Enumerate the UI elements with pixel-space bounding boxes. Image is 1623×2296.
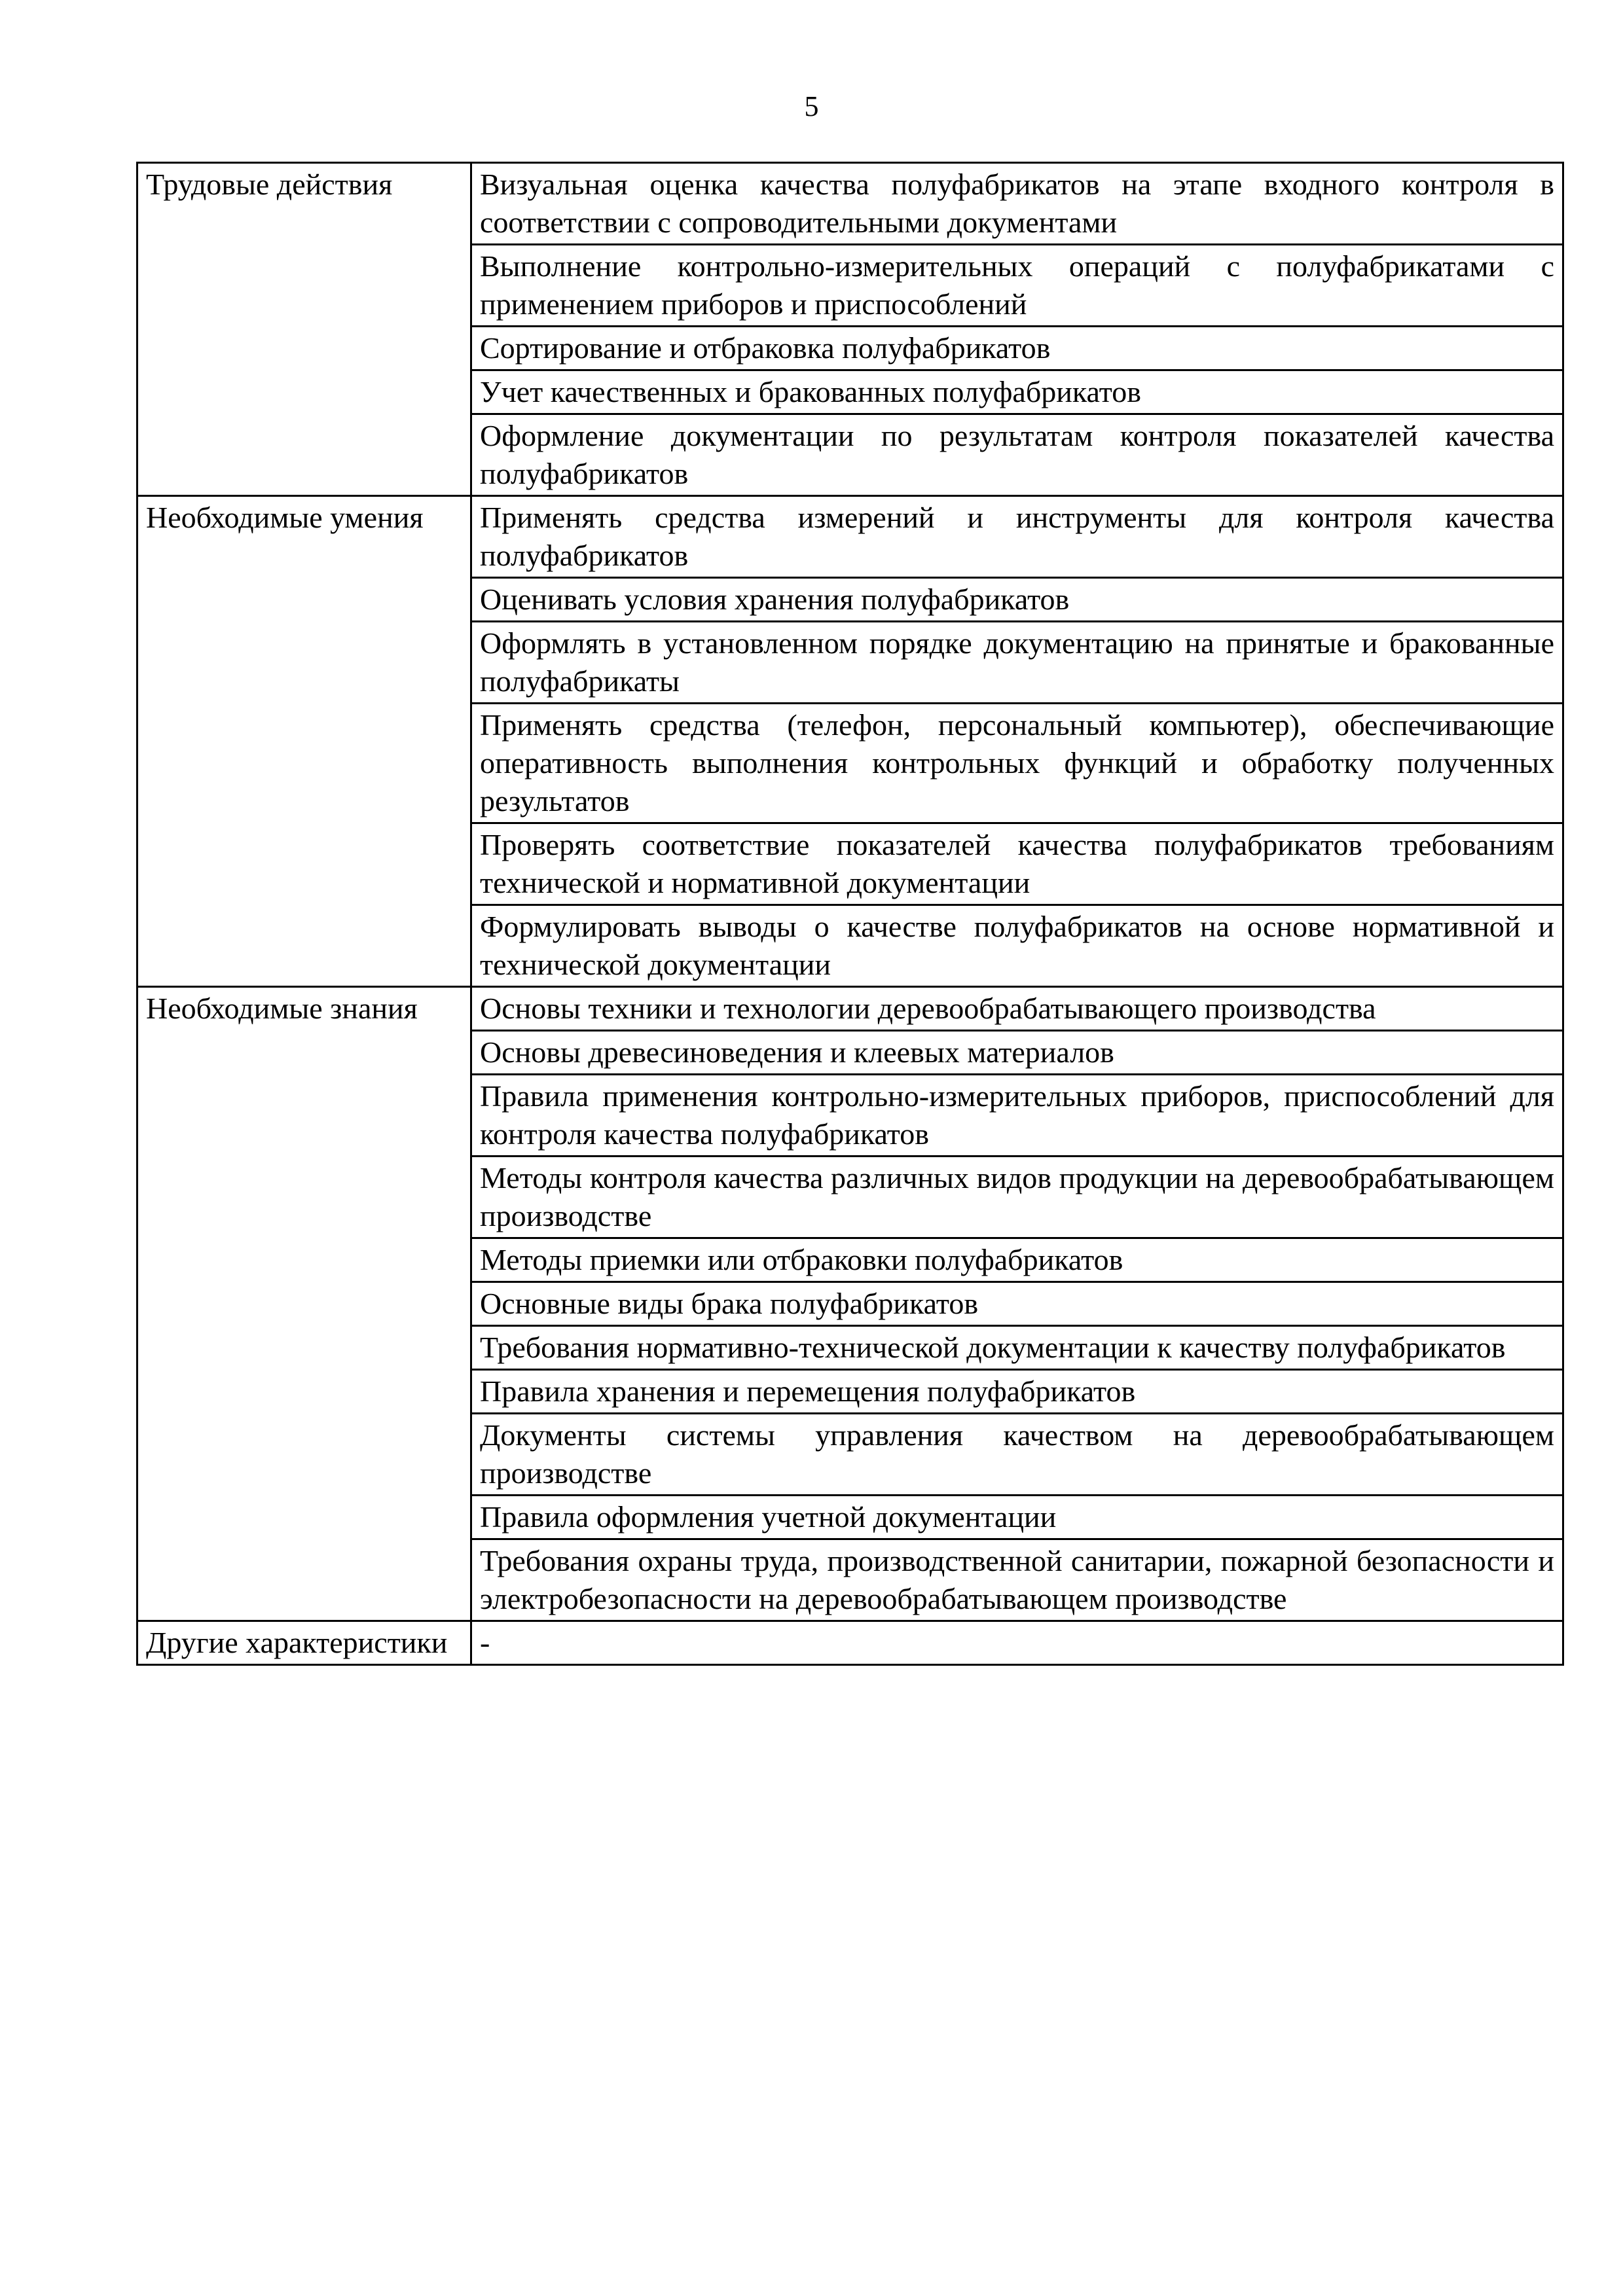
table-cell: Правила хранения и перемещения полуфабрикатов: [471, 1370, 1563, 1414]
row-label-labor-actions: Трудовые действия: [137, 163, 471, 496]
row-label-required-knowledge: Необходимые знания: [137, 987, 471, 1621]
table-cell: Методы приемки или отбраковки полуфабрикатов: [471, 1238, 1563, 1282]
table-cell: Методы контроля качества различных видов продукции на деревообрабатывающем производстве: [471, 1157, 1563, 1238]
table-cell: Правила оформления учетной документации: [471, 1496, 1563, 1539]
table-cell: Основные виды брака полуфабрикатов: [471, 1282, 1563, 1326]
labor-function-table: [136, 162, 1564, 1666]
row-label-required-skills: Необходимые умения: [137, 496, 471, 987]
table-cell: Визуальная оценка качества полуфабрикатов на этапе входного контроля в соответствии с сопроводительными документами: [471, 163, 1563, 245]
table-cell: Требования нормативно-технической документации к качеству полуфабрикатов: [471, 1326, 1563, 1370]
table-cell: Выполнение контрольно-измерительных операций с полуфабрикатами с применением приборов и приспособлений: [471, 245, 1563, 327]
table-row: [137, 987, 1563, 1031]
table-cell: Оценивать условия хранения полуфабрикатов: [471, 578, 1563, 622]
table-row: [137, 1621, 1563, 1665]
table-cell: Применять средства (телефон, персональный компьютер), обеспечивающие оперативность выполнения контрольных функций и обработку полученных результатов: [471, 704, 1563, 823]
row-label-other-characteristics: Другие характеристики: [137, 1621, 471, 1665]
table-cell: Основы древесиноведения и клеевых материалов: [471, 1031, 1563, 1075]
table-cell: Формулировать выводы о качестве полуфабрикатов на основе нормативной и технической документации: [471, 905, 1563, 987]
table-cell: Оформлять в установленном порядке документацию на принятые и бракованные полуфабрикаты: [471, 622, 1563, 704]
table-row: [137, 163, 1563, 245]
table-cell: Учет качественных и бракованных полуфабрикатов: [471, 370, 1563, 414]
table-cell: Правила применения контрольно-измерительных приборов, приспособлений для контроля качества полуфабрикатов: [471, 1075, 1563, 1157]
page-number: 5: [804, 90, 819, 122]
table-cell: Документы системы управления качеством на деревообрабатывающем производстве: [471, 1414, 1563, 1496]
table-cell: Требования охраны труда, производственной санитарии, пожарной безопасности и электробезопасности на деревообрабатывающем производстве: [471, 1539, 1563, 1621]
table-cell: Применять средства измерений и инструменты для контроля качества полуфабрикатов: [471, 496, 1563, 578]
table-cell: Оформление документации по результатам контроля показателей качества полуфабрикатов: [471, 414, 1563, 496]
table-cell: Проверять соответствие показателей качества полуфабрикатов требованиям технической и нормативной документации: [471, 823, 1563, 905]
table-body: [137, 163, 1563, 1665]
table-cell: Сортирование и отбраковка полуфабрикатов: [471, 327, 1563, 370]
table-cell: Основы техники и технологии деревообрабатывающего производства: [471, 987, 1563, 1031]
table-cell: -: [471, 1621, 1563, 1665]
table-row: [137, 496, 1563, 578]
